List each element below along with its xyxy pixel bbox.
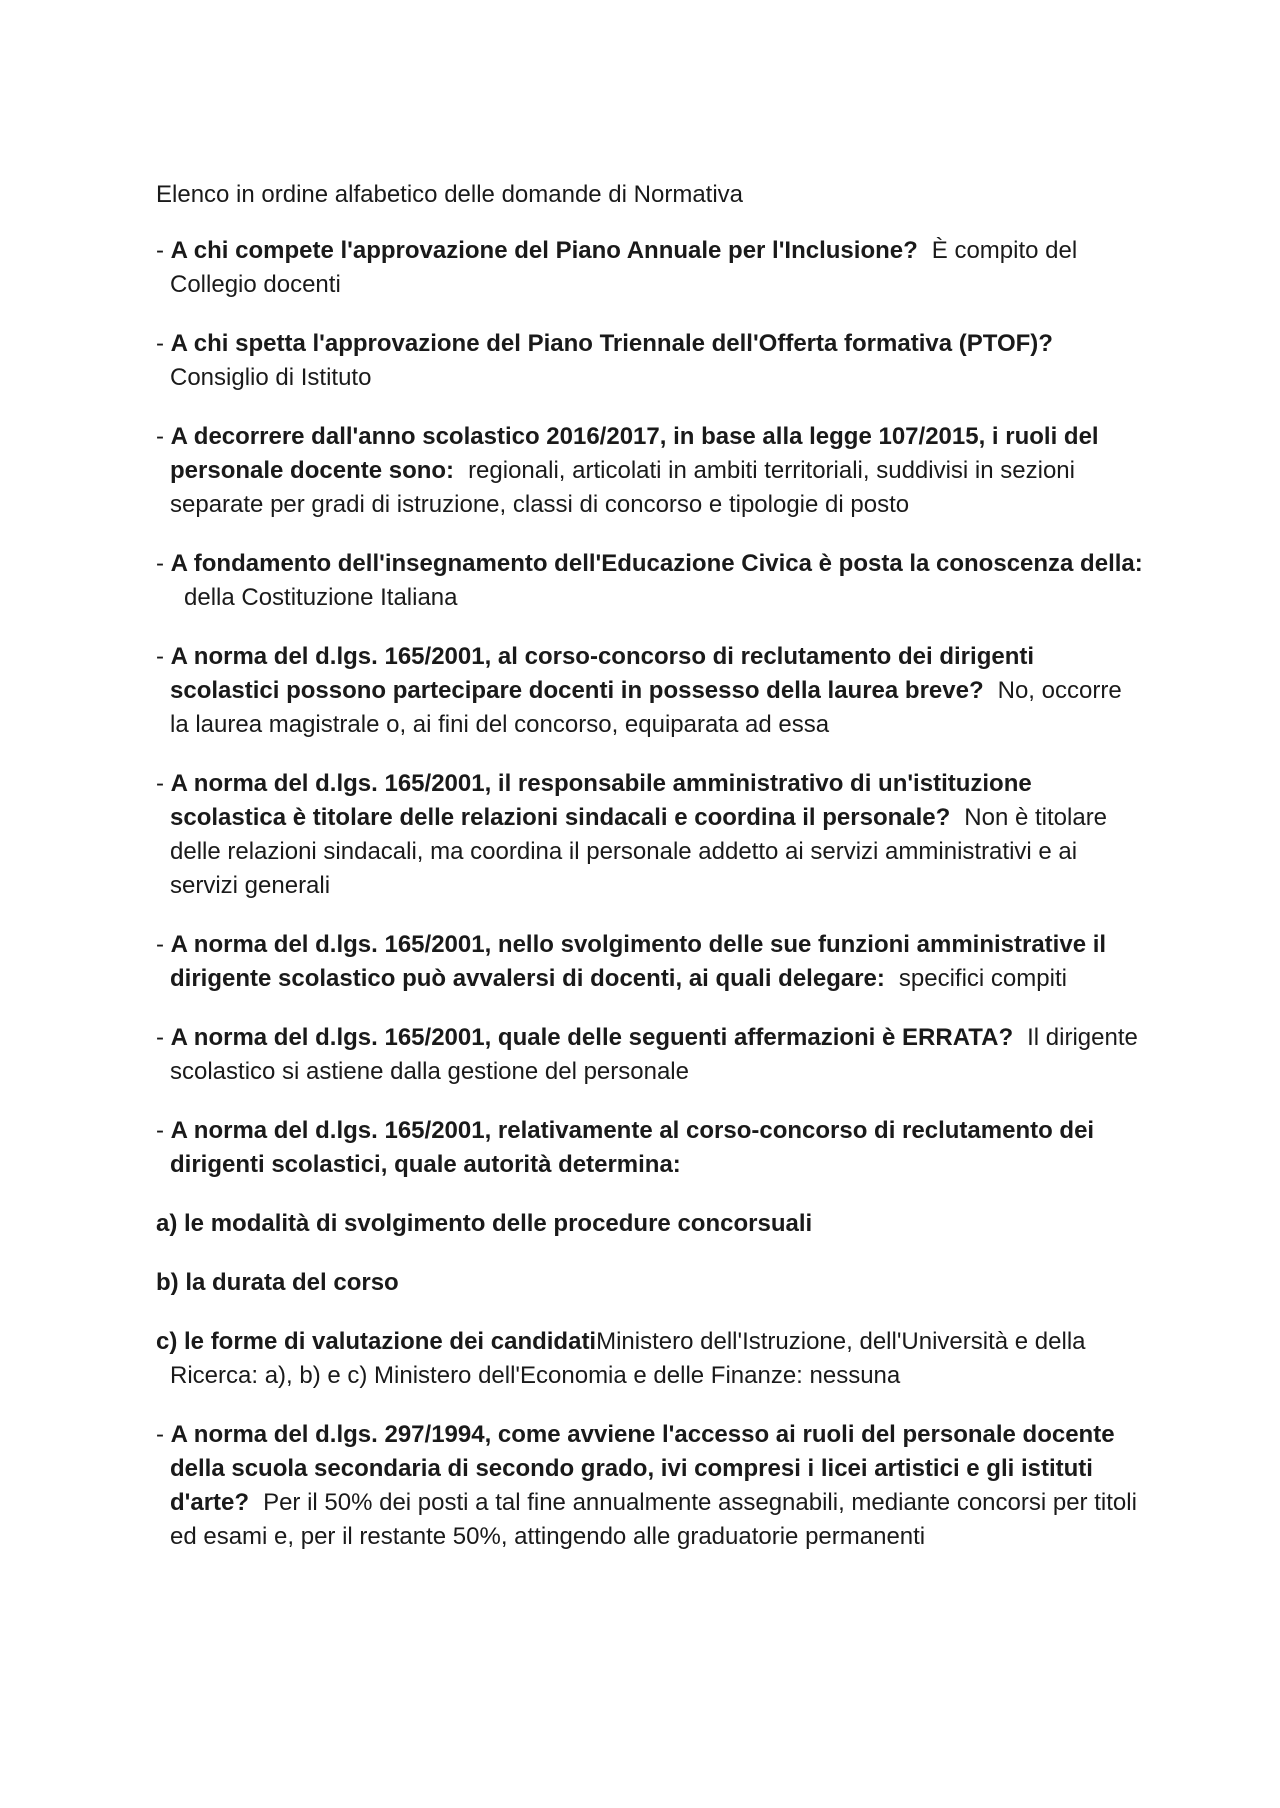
dash: - [156,1024,171,1051]
dash: - [156,1421,171,1448]
answer-text: Il dirigente scolastico si astiene dalla gestione del personale [170,1024,1138,1085]
question-text: A norma del d.lgs. 297/1994, come avviene l'accesso ai ruoli del personale docente della scuola secondaria di secondo grado, ivi compresi i licei artistici e gli istituti d'arte? [170,1421,1115,1516]
question-text: A chi spetta l'approvazione del Piano Triennale dell'Offerta formativa (PTOF)? [170,330,1053,357]
sub-item-b [156,1266,1146,1300]
dash: - [156,643,171,670]
sub-item-text: a) le modalità di svolgimento delle procedure concorsuali [156,1210,813,1237]
sub-item-text: c) le forme di valutazione dei candidati [156,1328,597,1355]
answer-text: Per il 50% dei posti a tal fine annualmente assegnabili, mediante concorsi per titoli ed esami e, per il restante 50%, attingendo alle graduatorie permanenti [170,1489,1137,1550]
answer-text: Consiglio di Istituto [170,364,372,391]
document-title: Elenco in ordine alfabetico delle domande di Normativa [156,181,744,208]
qa-entry-5 [156,640,1146,742]
sub-item-c [156,1325,1146,1393]
dash: - [156,330,171,357]
answer-text: È compito del Collegio docenti [170,237,1078,298]
question-text: A decorrere dall'anno scolastico 2016/2017, in base alla legge 107/2015, i ruoli del personale docente sono: [170,423,1099,484]
dash: - [156,931,171,958]
qa-entry-6 [156,767,1146,903]
answer-text: regionali, articolati in ambiti territoriali, suddivisi in sezioni separate per gradi di istruzione, classi di concorso e tipologie di posto [170,457,1075,518]
question-text: A chi compete l'approvazione del Piano Annuale per l'Inclusione? [170,237,918,264]
answer-text: specifici compiti [898,965,1067,992]
answer-text: della Costituzione Italiana [184,584,458,611]
question-text: A norma del d.lgs. 165/2001, quale delle seguenti affermazioni è ERRATA? [170,1024,1014,1051]
qa-entry-2 [156,327,1146,395]
qa-entry-1 [156,234,1146,302]
sub-item-text: b) la durata del corso [156,1269,399,1296]
dash: - [156,237,171,264]
answer-text: No, occorre la laurea magistrale o, ai fini del concorso, equiparata ad essa [170,677,1122,738]
question-text: A norma del d.lgs. 165/2001, al corso-concorso di reclutamento dei dirigenti scolastici possono partecipare docenti in possesso della laurea breve? [170,643,1035,704]
question-text: A norma del d.lgs. 165/2001, il responsabile amministrativo di un'istituzione scolastica è titolare delle relazioni sindacali e coordina il personale? [170,770,1032,831]
question-text: A norma del d.lgs. 165/2001, relativamente al corso-concorso di reclutamento dei dirigenti scolastici, quale autorità determina: [170,1117,1095,1178]
dash: - [156,770,171,797]
qa-entry-7 [156,928,1146,996]
qa-entry-9 [156,1114,1146,1182]
question-text: A norma del d.lgs. 165/2001, nello svolgimento delle sue funzioni amministrative il dirigente scolastico può avvalersi di docenti, ai quali delegare: [170,931,1107,992]
qa-entry-3 [156,420,1146,522]
dash: - [156,423,171,450]
document-page [156,178,1146,1579]
answer-text: Ministero dell'Istruzione, dell'Università e della Ricerca: a), b) e c) Ministero dell'Economia e delle Finanze: nessuna [170,1328,1086,1389]
qa-entry-8 [156,1021,1146,1089]
answer-text: Non è titolare delle relazioni sindacali, ma coordina il personale addetto ai servizi amministrativi e ai servizi generali [170,804,1108,899]
dash: - [156,550,171,577]
qa-entry-10 [156,1418,1146,1554]
dash: - [156,1117,171,1144]
sub-item-a [156,1207,1146,1241]
qa-entry-4 [156,547,1146,615]
question-text: A fondamento dell'insegnamento dell'Educazione Civica è posta la conoscenza della: [170,550,1143,577]
